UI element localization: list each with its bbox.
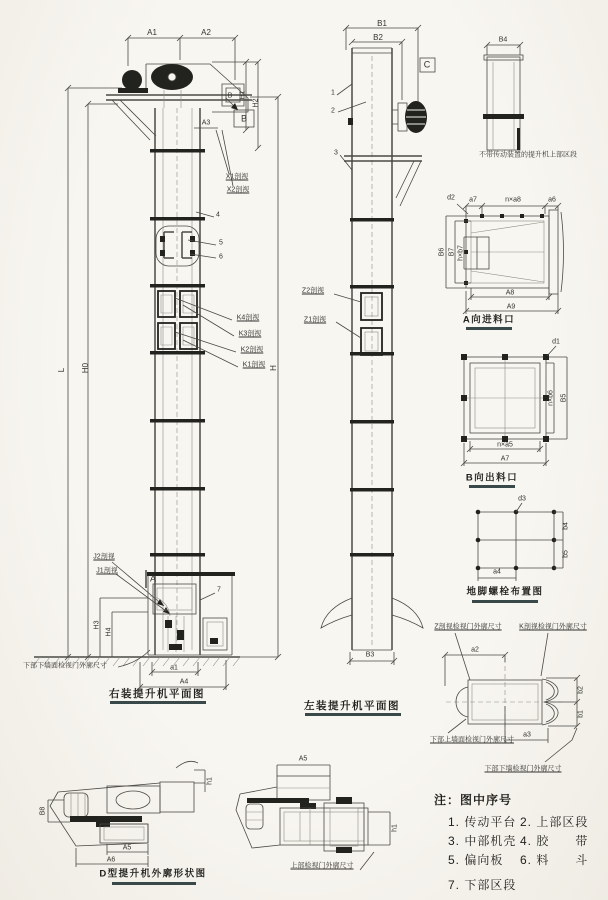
dim-a5-plan2: A5: [298, 755, 308, 763]
note-lower-door: 下部下墙面检视门外廓尺寸: [23, 662, 107, 670]
note-item-4: 4. 胶 带: [520, 834, 589, 848]
caption-upper-section: 不带传动装置的提升机上部区段: [479, 151, 577, 159]
section-mark-a: A: [149, 573, 157, 584]
leader-3: 3: [334, 149, 338, 157]
dim-a4: A4: [179, 678, 189, 686]
section-mark-b-small: B: [227, 92, 233, 100]
dim-a5: A5: [122, 844, 132, 852]
label-k4-section: K4剖视: [236, 314, 260, 322]
dim-a6-plan: A6: [106, 856, 116, 864]
label-k-door-dims: K剖视检视门外廓尺寸: [519, 623, 587, 631]
leader-6: 6: [219, 253, 223, 261]
dim-h4: H4: [105, 627, 113, 637]
dim-a1-small: a1: [170, 664, 178, 672]
dim-a1: A1: [147, 28, 157, 37]
dim-h0: H0: [81, 362, 90, 374]
section-mark-c: C: [423, 59, 431, 70]
dim-b8: B8: [39, 806, 47, 816]
dim-h3: H3: [93, 620, 101, 630]
label-z-door-dims: Z剖视检视门外廓尺寸: [434, 623, 502, 631]
section-mark-b-box: B: [240, 113, 248, 124]
dim-b7: B7: [448, 247, 456, 257]
dim-a7-outlet: A7: [500, 455, 510, 463]
label-j1-section: J1剖视: [96, 567, 118, 575]
label-lower-lower-wall-door: 下部下墙检视门外廓尺寸: [484, 765, 562, 773]
dim-n-a5: n×a5: [497, 441, 513, 449]
caption-d-type-outline: D型提升机外廓形状图: [99, 868, 207, 880]
leader-1: 1: [331, 89, 335, 97]
outlet-detail-drawing: [461, 346, 567, 466]
note-item-7: 7. 下部区段: [448, 878, 517, 892]
dim-b6: B6: [438, 247, 446, 257]
dim-d3: d3: [518, 495, 526, 503]
dim-h1: H1: [239, 90, 247, 100]
dim-a9: A9: [506, 303, 516, 311]
dim-h1-plan2: h1: [391, 824, 399, 832]
dim-h2: H2: [252, 98, 260, 108]
dim-a3: A3: [201, 119, 211, 127]
dim-a4-anchor: a4: [493, 568, 501, 576]
leader-7: 7: [217, 586, 221, 594]
caption-underline: [305, 713, 401, 716]
notes-title: 注：图中序号: [434, 793, 513, 807]
anchor-bolt-layout-drawing: [476, 503, 563, 581]
head-plan-view-2-drawing: [236, 765, 390, 870]
note-item-3: 3. 中部机壳: [448, 834, 517, 848]
dim-a3-door: a3: [523, 731, 531, 739]
dim-b5: B5: [560, 393, 568, 403]
label-k1-section: K1剖视: [242, 361, 266, 369]
dim-b4: B4: [498, 36, 508, 44]
dim-a6: a6: [548, 196, 556, 204]
caption-left-mounted-view: 左装提升机平面图: [304, 699, 400, 712]
dim-n-b6: n×b6: [547, 390, 555, 406]
note-item-6: 6. 料 斗: [520, 853, 589, 867]
label-x2-section: X2剖视: [226, 186, 250, 194]
dim-h1-plan1: h1: [206, 777, 214, 785]
leader-5: 5: [219, 239, 223, 247]
caption-underline: [472, 600, 538, 603]
leader-4: 4: [216, 211, 220, 219]
middle-elevation-drawing: [321, 25, 435, 665]
dim-a8: A8: [505, 289, 515, 297]
dim-a2: A2: [201, 28, 211, 37]
note-item-5: 5. 偏向板: [448, 853, 504, 867]
note-item-2: 2. 上部区段: [520, 815, 589, 829]
dim-h: H: [269, 365, 278, 371]
caption-underline: [466, 327, 512, 330]
dim-l: L: [57, 367, 66, 373]
dim-b3: B3: [365, 651, 375, 659]
dim-d1: d1: [552, 338, 560, 346]
dim-b1-door: b1: [577, 710, 585, 718]
caption-underline: [469, 485, 515, 488]
caption-anchor-layout: 地脚螺栓布置图: [466, 586, 544, 598]
dim-b4-anchor: b4: [562, 522, 570, 530]
leader-2: 2: [331, 107, 335, 115]
note-item-1: 1. 传动平台: [448, 815, 517, 829]
label-upper-door-dims: 上部检视门外廓尺寸: [290, 862, 354, 870]
dim-b2: B2: [373, 33, 383, 42]
label-z2-section: Z2剖视: [301, 287, 325, 295]
caption-inlet: A向进料口: [462, 314, 516, 326]
label-j2-section: J2剖视: [93, 553, 115, 561]
caption-underline: [110, 701, 206, 704]
dim-b5-anchor: b5: [562, 550, 570, 558]
dim-d2: d2: [447, 194, 455, 202]
dim-a7: a7: [469, 196, 477, 204]
dim-h-b7: h×b7: [457, 245, 465, 261]
label-k3-section: K3剖视: [238, 330, 262, 338]
label-lower-upper-wall-door: 下部上墙面检视门外廓尺寸: [430, 736, 514, 744]
dim-b2-door: b2: [577, 686, 585, 694]
label-x1-section: X1剖视: [225, 173, 249, 181]
upper-section-detail-drawing: [483, 42, 524, 150]
label-z1-section: Z1剖视: [303, 316, 327, 324]
dim-b1: B1: [377, 19, 387, 28]
label-k2-section: K2剖视: [240, 346, 264, 354]
dim-a2-door: a2: [471, 646, 479, 654]
dim-n-a8: n×a8: [505, 196, 521, 204]
caption-outlet: B向出料口: [465, 472, 519, 484]
caption-underline: [112, 882, 196, 885]
caption-right-mounted-view: 右装提升机平面图: [109, 687, 205, 700]
